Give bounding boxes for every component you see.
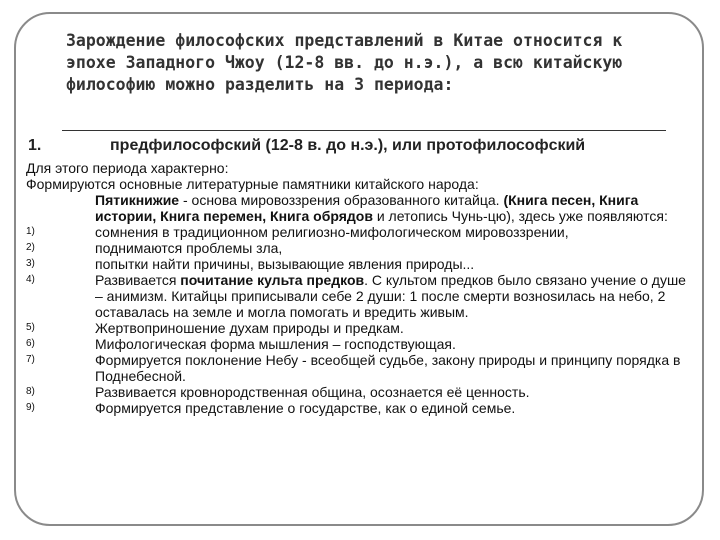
intro-line: Для этого периода характерно:	[26, 160, 229, 176]
list-marker: 1)	[26, 226, 35, 237]
list-item-text: поднимаются проблемы зла,	[95, 240, 283, 256]
list-marker: 9)	[26, 402, 35, 413]
period-text: предфилософский (12-8 в. до н.э.), или протофилософский	[110, 137, 586, 154]
list-item-post: . С культом предков было связано учение о душе – анимизм. Китайцы приписывали себе 2 души: 1 после смерти вознosилась на небо, 2 оставалась на земле и могла помогать и вредить живым.	[95, 272, 686, 320]
list-item	[26, 256, 686, 272]
list-marker: 7)	[26, 354, 35, 365]
list-item-text: сомнения в традиционном религиозно-мифологическом мировоззрении,	[95, 224, 569, 240]
list-marker: 3)	[26, 258, 35, 269]
slide-title: Зарождение философских представлений в Китае относится к эпохе Западного Чжоу (12-8 вв. до н.э.), а всю китайскую философию можно разделить на 3 периода:	[66, 31, 623, 94]
list-item-text: Мифологическая форма мышления – господствующая.	[95, 336, 456, 352]
list-item-pre: Развивается	[95, 272, 181, 288]
list-item-text: попытки найти причины, вызывающие явления природы...	[95, 256, 475, 272]
list-item	[26, 352, 686, 384]
pyatiknizhie-desc: - основа мировоззрения образованного китайца.	[179, 192, 504, 208]
list-item	[26, 320, 686, 336]
list-item	[26, 400, 686, 416]
lead-line: Формируются основные литературные памятники китайского народа:	[26, 176, 479, 192]
pyatiknizhie-paragraph	[26, 192, 686, 224]
list-item-text: Формируется поклонение Небу - всеобщей судьбе, закону природы и принципу порядка в Поднебесной.	[95, 352, 681, 384]
list-marker: 5)	[26, 322, 35, 333]
list-item	[26, 224, 686, 240]
pyatiknizhie-term: Пятикнижие	[95, 192, 180, 208]
pyatiknizhie-tail: и летопись Чунь-цю), здесь уже появляются:	[372, 208, 668, 224]
list-marker: 4)	[26, 274, 35, 285]
title-divider	[62, 130, 666, 131]
pyatiknizhie-books: Книга песен, Книга истории, Книга перемен, Книга обрядов	[95, 192, 639, 224]
list-item-text: Развивается кровнородственная община, осознается её ценность.	[95, 384, 530, 400]
list-item-bold: почитание культа предков	[180, 272, 365, 288]
list-marker: 8)	[26, 386, 35, 397]
list-item	[26, 336, 686, 352]
slide-body	[26, 160, 686, 416]
list-item	[26, 240, 686, 256]
list-item-text: Жертвоприношение духам природы и предкам.	[95, 320, 404, 336]
list-marker: 2)	[26, 242, 35, 253]
list-item	[26, 272, 686, 320]
list-item-text: Формируется представление о государстве, как о единой семье.	[95, 400, 516, 416]
period-number: 1.	[28, 137, 42, 154]
list-marker: 6)	[26, 338, 35, 349]
list-item	[26, 384, 686, 400]
pyatiknizhie-paren: (	[503, 192, 509, 208]
